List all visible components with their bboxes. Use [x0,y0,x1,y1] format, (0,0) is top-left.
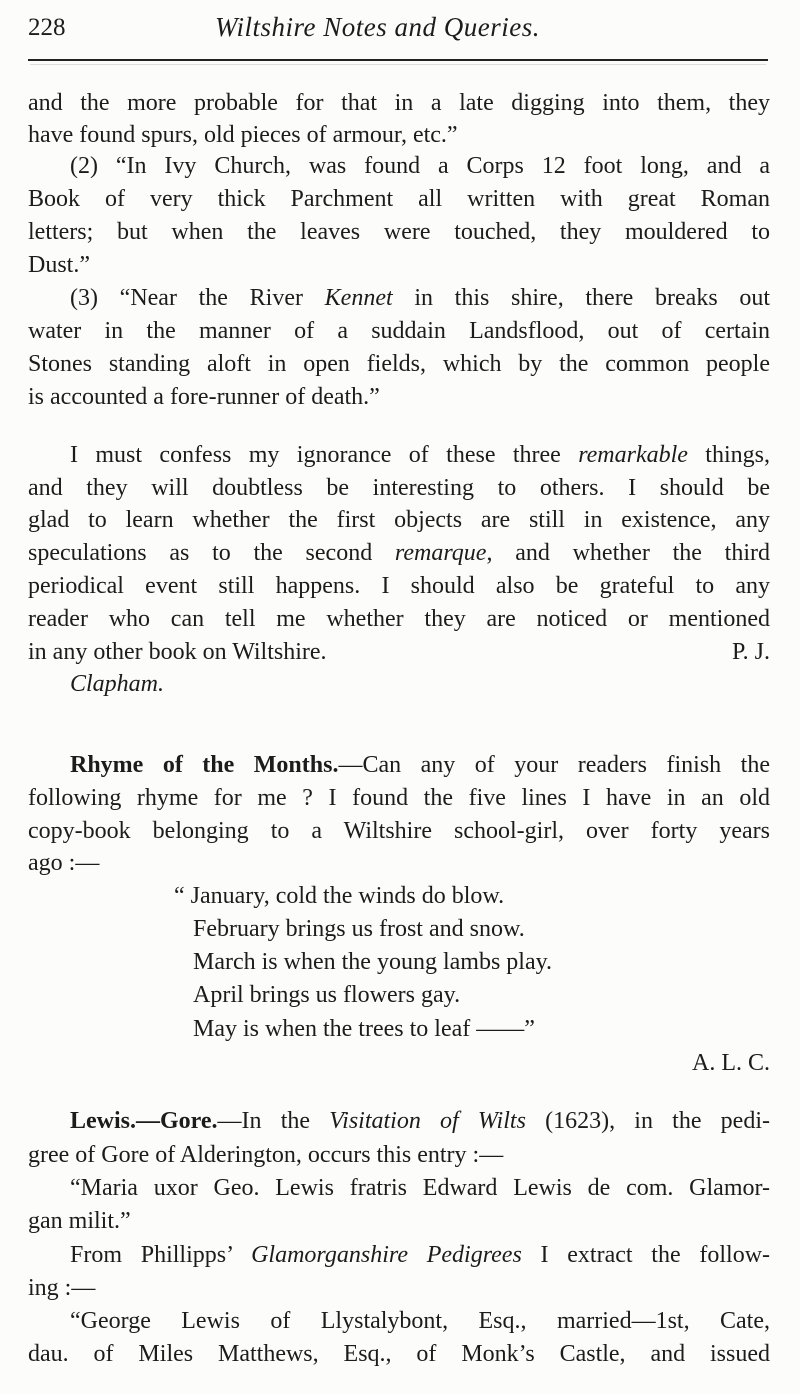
text-segment: , and whether the third [486,540,770,566]
text-segment: reader who can tell me whether they are noticed or mentioned [28,606,770,632]
italic-text: remarkable [578,442,688,468]
text-segment: in any other book on Wiltshire. [28,639,327,665]
text-line [70,669,770,699]
signature: A. L. C. [692,1050,770,1076]
text-segment: water in the manner of a suddain Landsflood, out of certain [28,318,770,344]
text-segment: From Phillipps’ [70,1242,252,1268]
text-line [193,914,770,944]
text-line [70,283,770,313]
text-line [28,571,770,601]
text-segment: —Can any of your readers finish the [338,752,770,778]
text-line [70,440,770,470]
text-line [28,217,770,247]
text-line [28,250,770,280]
text-segment: May is when the trees to leaf ——” [193,1016,535,1042]
header-rule-shadow [30,64,766,65]
text-segment: —In the [217,1108,330,1134]
text-line [193,1014,770,1044]
text-line [28,88,770,118]
text-segment: ing :— [28,1275,96,1301]
page-number: 228 [28,14,66,41]
text-line [28,1140,770,1170]
text-segment: have found spurs, old pieces of armour, etc.” [28,122,458,148]
running-title: Wiltshire Notes and Queries. [215,12,540,42]
italic-text: remarque [394,540,487,566]
text-line [70,151,770,181]
text-line [28,538,770,568]
text-segment: glad to learn whether the first objects are still in existence, any [28,507,770,533]
text-segment: gan milit.” [28,1208,131,1234]
text-line [28,1048,770,1078]
bold-heading: Lewis.—Gore. [70,1108,218,1134]
text-line [174,881,770,911]
text-segment: (3) “Near the River [70,285,325,311]
text-line [193,947,770,977]
italic-text: Clapham. [70,671,165,697]
text-segment: following rhyme for me ? I found the five lines I have in an old [28,785,770,811]
text-line [28,505,770,535]
text-line [28,604,770,634]
text-segment: February brings us frost and snow. [193,916,525,942]
text-line [28,316,770,346]
text-segment: and they will doubtless be interesting to others. I should be [28,475,770,501]
text-line [28,184,770,214]
text-segment: Dust.” [28,252,90,278]
text-segment: periodical event still happens. I should also be grateful to any [28,573,770,599]
text-segment: letters; but when the leaves were touched, they mouldered to [28,219,770,245]
text-line [28,120,770,150]
text-segment: and the more probable for that in a late digging into them, they [28,90,770,116]
text-line [28,848,770,878]
text-segment: April brings us flowers gay. [193,982,461,1008]
text-line [28,783,770,813]
bold-heading: Rhyme of the Months. [70,752,339,778]
text-segment: in this shire, there breaks out [392,285,771,311]
text-segment: speculations as to the second [28,540,395,566]
signature: P. J. [731,639,770,665]
italic-text: Kennet [324,285,393,311]
italic-text: Glamorganshire Pedigrees [251,1242,522,1268]
text-segment: dau. of Miles Matthews, Esq., of Monk’s Castle, and issued [28,1341,770,1367]
text-segment: March is when the young lambs play. [193,949,553,975]
text-line [70,1173,770,1203]
text-line [28,473,770,503]
text-segment: gree of Gore of Alderington, occurs this entry :— [28,1142,504,1168]
text-segment: ago :— [28,850,100,876]
header-rule [28,59,768,61]
text-line [70,1106,770,1136]
text-line [28,816,770,846]
text-line [70,750,770,780]
text-segment: “George Lewis of Llystalybont, Esq., married—1st, Cate, [70,1308,770,1334]
text-segment: “ January, cold the winds do blow. [174,883,505,909]
text-line [28,1339,770,1369]
text-line [70,1240,770,1270]
text-line [193,980,770,1010]
text-segment: Stones standing aloft in open fields, which by the common people [28,351,770,377]
text-line [28,349,770,379]
text-segment: (2) “In Ivy Church, was found a Corps 12 foot long, and a [70,153,770,179]
text-segment: things, [687,442,770,468]
text-line [70,1306,770,1336]
text-line [28,637,770,667]
text-segment: I must confess my ignorance of these three [70,442,579,468]
text-segment: (1623), in the pedi- [525,1108,770,1134]
text-segment: “Maria uxor Geo. Lewis fratris Edward Lewis de com. Glamor- [70,1175,770,1201]
text-line [28,1273,770,1303]
text-line [28,1206,770,1236]
text-segment: Book of very thick Parchment all written with great Roman [28,186,770,212]
text-segment: is accounted a fore-runner of death.” [28,384,380,410]
text-segment: I extract the follow- [521,1242,771,1268]
text-segment: copy-book belonging to a Wiltshire school-girl, over forty years [28,818,770,844]
text-line [28,382,770,412]
italic-text: Visitation of Wilts [329,1108,526,1134]
